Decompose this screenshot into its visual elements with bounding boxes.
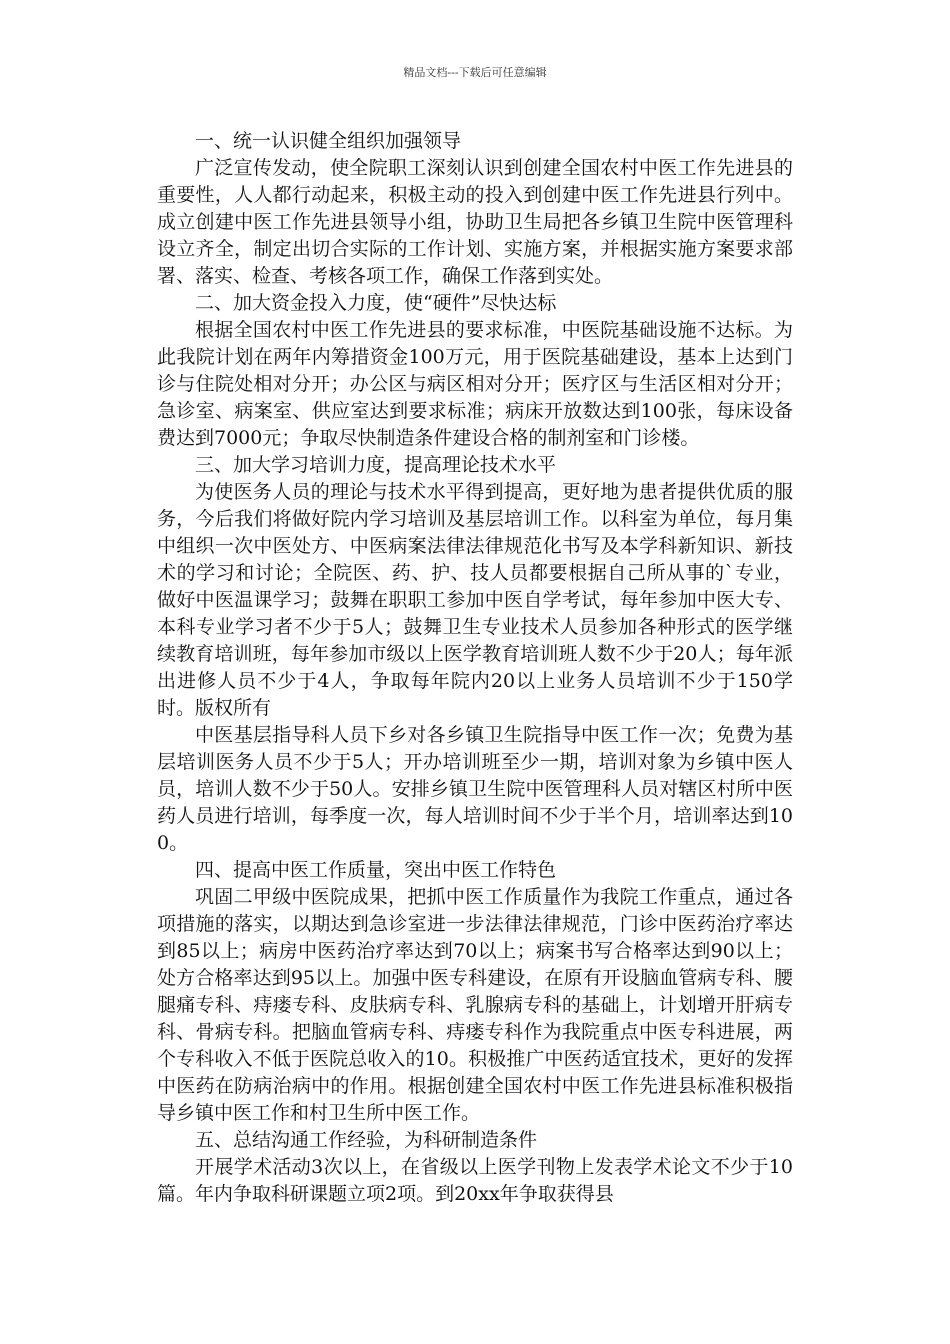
page-header: 精品文档---下载后可任意编辑: [403, 66, 547, 79]
section-heading-5: 五、总结沟通工作经验，为科研制造条件: [195, 1129, 538, 1151]
paragraph: 根据全国农村中医工作先进县的要求标准，中医院基础设施不达标。为此我院计划在两年内筹措资金100万元，用于医院基础建设，基本上达到门诊与住院处相对分开；办公区与病区相对分开；医疗区与生活区相对分开；急诊室、病案室、供应室达到要求标准；病床开放数达到100张，每床设备费达到7000元；争取尽快制造条件建设合格的制剂室和门诊楼。: [157, 319, 793, 449]
paragraph: 开展学术活动3次以上，在省级以上医学刊物上发表学术论文不少于10篇。年内争取科研课题立项2项。到20xx年争取获得县: [157, 1156, 793, 1205]
paragraph: 巩固二甲级中医院成果，把抓中医工作质量作为我院工作重点，通过各项措施的落实，以期达到急诊室进一步法律法律规范，门诊中医药治疗率达到85以上；病房中医药治疗率达到70以上；病案书写合格率达到90以上；处方合格率达到95以上。加强中医专科建设，在原有开设脑血管病专科、腰腿痛专科、痔瘘专科、皮肤病专科、乳腺病专科的基础上，计划增开肝病专科、骨病专科。把脑血管病专科、痔瘘专科作为我院重点中医专科进展，两个专科收入不低于医院总收入的10。积极推广中医药适宜技术，更好的发挥中医药在防病治病中的作用。根据创建全国农村中医工作先进县标准积极指导乡镇中医工作和村卫生所中医工作。: [157, 886, 793, 1124]
paragraph: 中医基层指导科人员下乡对各乡镇卫生院指导中医工作一次；免费为基层培训医务人员不少于5人；开办培训班至少一期，培训对象为乡镇中医人员，培训人数不少于50人。安排乡镇卫生院中医管理科人员对辖区村所中医药人员进行培训，每季度一次，每人培训时间不少于半个月，培训率达到100。: [157, 724, 793, 854]
section-heading-1: 一、统一认识健全组织加强领导: [195, 130, 462, 152]
paragraph: 为使医务人员的理论与技术水平得到提高，更好地为患者提供优质的服务，今后我们将做好院内学习培训及基层培训工作。以科室为单位，每月集中组织一次中医处方、中医病案法律法律规范化书写及本学科新知识、新技术的学习和讨论；全院医、药、护、技人员都要根据自己所从事的`专业，做好中医温课学习；鼓舞在职职工参加中医自学考试，每年参加中医大专、本科专业学习者不少于5人；鼓舞卫生专业技术人员参加各种形式的医学继续教育培训班，每年参加市级以上医学教育培训班人数不少于20人；每年派出进修人员不少于4人，争取每年院内20以上业务人员培训不少于150学时。版权所有: [157, 481, 793, 719]
paragraph: 广泛宣传发动，使全院职工深刻认识到创建全国农村中医工作先进县的重要性，人人都行动起来，积极主动的投入到创建中医工作先进县行列中。成立创建中医工作先进县领导小组，协助卫生局把各乡镇卫生院中医管理科设立齐全，制定出切合实际的工作计划、实施方案，并根据实施方案要求部署、落实、检查、考核各项工作，确保工作落到实处。: [157, 157, 793, 287]
section-heading-2: 二、加大资金投入力度，使“硬件”尽快达标: [195, 292, 557, 314]
section-heading-3: 三、加大学习培训力度，提高理论技术水平: [195, 454, 557, 476]
section-heading-4: 四、提高中医工作质量，突出中医工作特色: [195, 859, 557, 881]
document-body: [157, 128, 793, 1208]
